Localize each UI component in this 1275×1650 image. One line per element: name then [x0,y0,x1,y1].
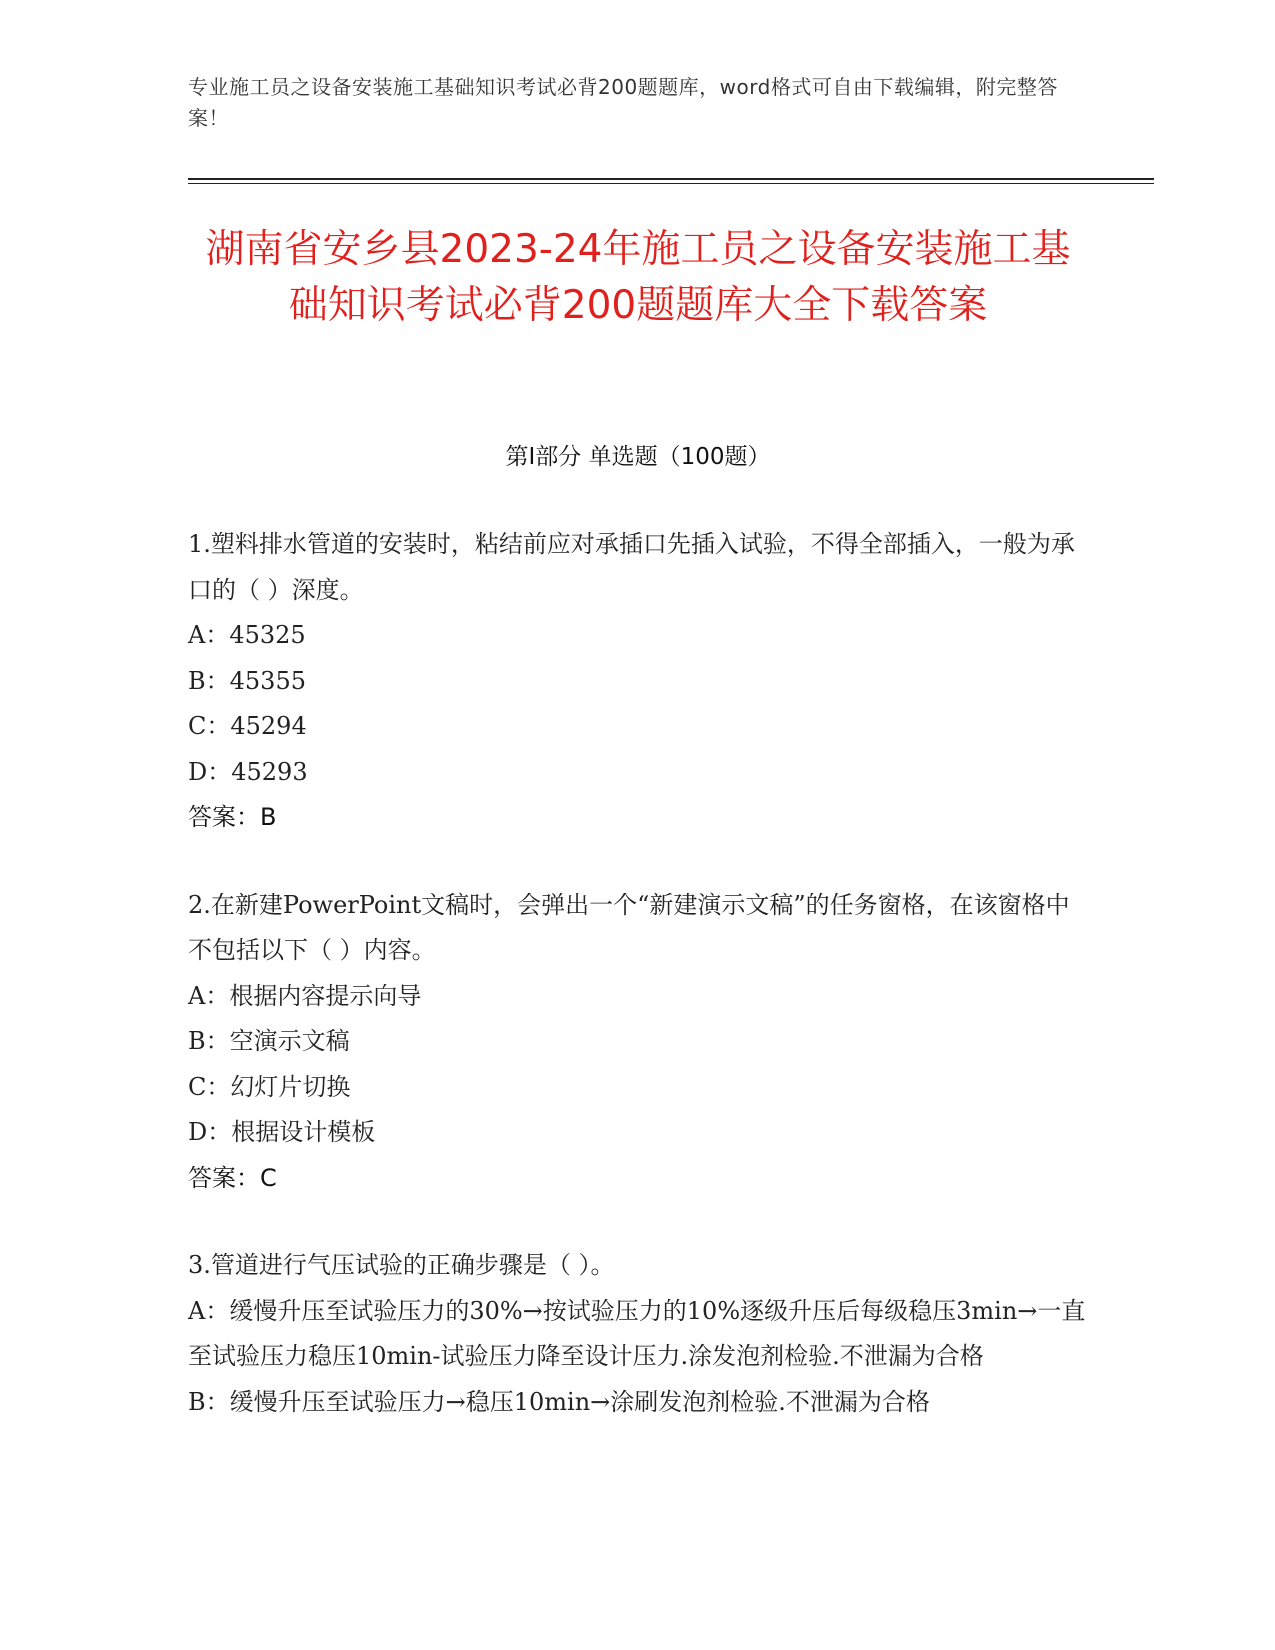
option-b: B：空演示文稿 [188,1027,350,1055]
question-3 [188,1243,1088,1425]
option-c: C：45294 [188,712,307,740]
question-stem: 2.在新建PowerPoint文稿时，会弹出一个“新建演示文稿”的任务窗格，在该窗格中不包括以下（ ）内容。 [188,890,1070,964]
option-b: B：45355 [188,666,306,695]
option-d: D：根据设计模板 [188,1118,376,1146]
answer-line: 答案：B [188,803,277,831]
document-title: 湖南省安乡县2023-24年施工员之设备安装施工基础知识考试必背200题题库大全下载答案 [205,227,1071,328]
question-list [188,522,1088,1467]
answer-line: 答案：C [188,1163,277,1192]
section-heading: 第I部分 单选题（100题） [505,444,771,470]
option-c: C：幻灯片切换 [188,1072,351,1101]
option-b: B：缓慢升压至试验压力→稳压10min→涂刷发泡剂检验.不泄漏为合格 [188,1387,930,1416]
question-stem: 1.塑料排水管道的安装时，粘结前应对承插口先插入试验，不得全部插入，一般为承口的（ ）深度。 [188,530,1075,604]
option-a: A：45325 [188,621,306,649]
question-2 [188,883,1088,1202]
header-divider-thin [188,183,1154,184]
header-divider [188,178,1154,180]
question-stem: 3.管道进行气压试验的正确步骤是（ ）。 [188,1251,615,1279]
option-a: A：缓慢升压至试验压力的30%→按试验压力的10%逐级升压后每级稳压3min→一直至试验压力稳压10min-试验压力降至设计压力.涂发泡剂检验.不泄漏为合格 [188,1296,1086,1370]
option-d: D：45293 [188,757,308,786]
header-note: 专业施工员之设备安装施工基础知识考试必背200题题库，word格式可自由下载编辑，附完整答案！ [188,75,1058,130]
option-a: A：根据内容提示向导 [188,981,422,1010]
question-1 [188,522,1088,841]
